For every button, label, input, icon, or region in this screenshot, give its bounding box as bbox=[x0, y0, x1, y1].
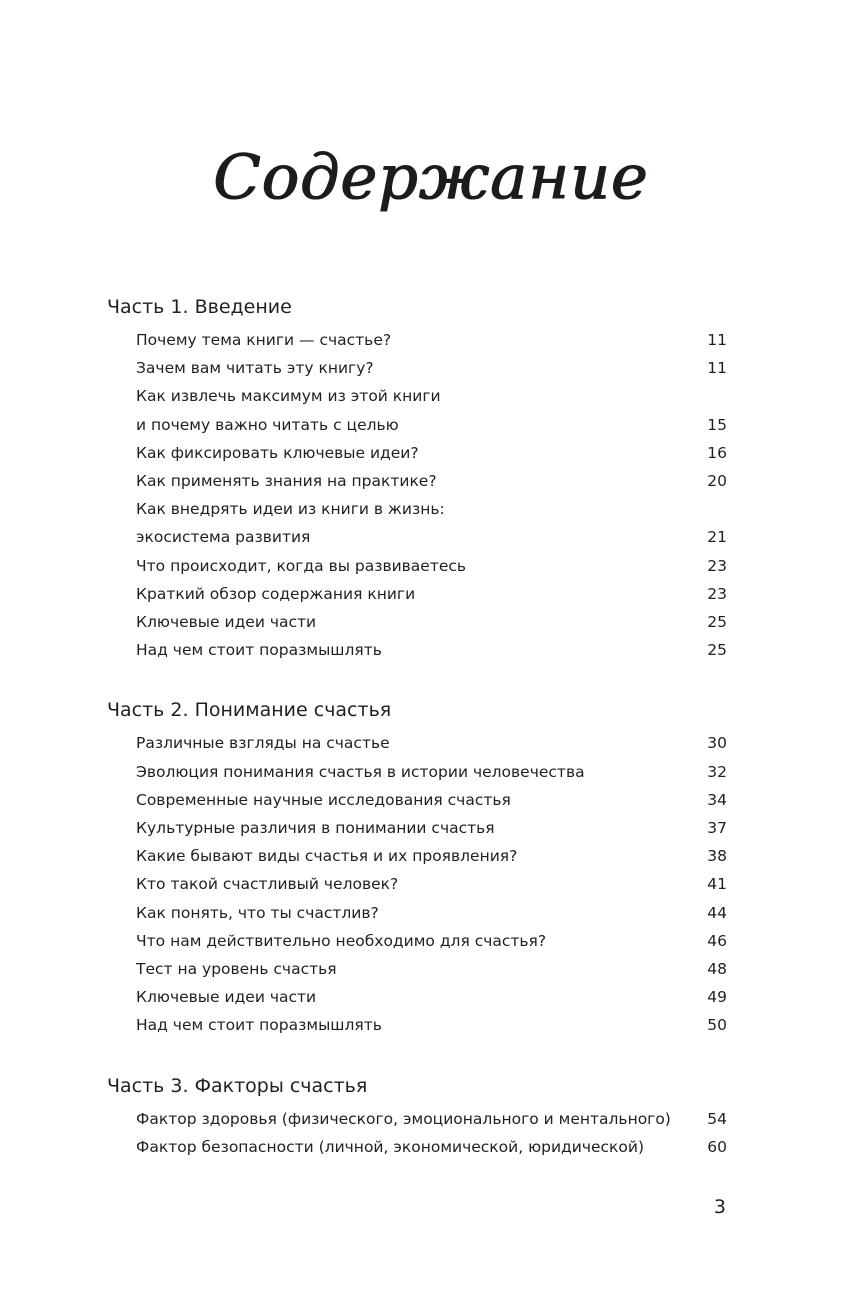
table-of-contents bbox=[107, 293, 727, 1193]
entry-title: Ключевые идеи части bbox=[136, 988, 317, 1007]
toc-entry[interactable] bbox=[107, 439, 727, 467]
toc-entry[interactable] bbox=[107, 1105, 727, 1133]
toc-entry[interactable] bbox=[107, 636, 727, 664]
entry-title: Над чем стоит поразмышлять bbox=[136, 641, 382, 660]
toc-entry[interactable] bbox=[107, 729, 727, 757]
entry-page-number: 37 bbox=[707, 819, 727, 838]
part-heading: Часть 2. Понимание счастья bbox=[107, 699, 392, 722]
entry-page-number: 48 bbox=[707, 960, 727, 979]
entry-title: Кто такой счастливый человек? bbox=[136, 875, 399, 894]
page-title: Содержание bbox=[213, 140, 649, 213]
entry-title: Ключевые идеи части bbox=[136, 613, 317, 632]
entry-title: Фактор здоровья (физического, эмоционального и ментального) bbox=[136, 1109, 671, 1128]
toc-entry[interactable] bbox=[107, 842, 727, 870]
entry-page-number: 41 bbox=[707, 875, 727, 894]
entry-title: Фактор безопасности (личной, экономической, юридической) bbox=[136, 1137, 645, 1156]
toc-entry[interactable] bbox=[107, 983, 727, 1011]
entry-title: Культурные различия в понимании счастья bbox=[136, 819, 495, 838]
toc-entry[interactable] bbox=[107, 580, 727, 608]
toc-entry[interactable] bbox=[107, 758, 727, 786]
entry-title: Что происходит, когда вы развиваетесь bbox=[136, 556, 467, 575]
toc-entry[interactable] bbox=[107, 1011, 727, 1039]
entry-title: Что нам действительно необходимо для счастья? bbox=[136, 931, 547, 950]
entry-page-number: 50 bbox=[707, 1016, 727, 1035]
toc-entry[interactable] bbox=[107, 382, 727, 438]
toc-part-2 bbox=[107, 696, 727, 1039]
toc-entry[interactable] bbox=[107, 814, 727, 842]
toc-part-3 bbox=[107, 1072, 727, 1161]
entry-title: Какие бывают виды счастья и их проявления? bbox=[136, 847, 518, 866]
entry-page-number: 46 bbox=[707, 931, 727, 950]
entry-title: Краткий обзор содержания книги bbox=[136, 584, 416, 603]
entry-page-number: 11 bbox=[707, 359, 727, 378]
entry-page-number: 54 bbox=[707, 1109, 727, 1128]
entry-page-number: 23 bbox=[707, 556, 727, 575]
entry-page-number: 20 bbox=[707, 472, 727, 491]
entry-page-number: 30 bbox=[707, 734, 727, 753]
toc-entry[interactable] bbox=[107, 354, 727, 382]
entry-page-number: 25 bbox=[707, 641, 727, 660]
toc-entry[interactable] bbox=[107, 467, 727, 495]
entry-title: Тест на уровень счастья bbox=[136, 960, 337, 979]
toc-entry[interactable] bbox=[107, 899, 727, 927]
entry-title: Над чем стоит поразмышлять bbox=[136, 1016, 382, 1035]
entry-page-number: 23 bbox=[707, 584, 727, 603]
entry-title: Как фиксировать ключевые идеи? bbox=[136, 443, 419, 462]
entry-page-number: 11 bbox=[707, 331, 727, 349]
part-heading: Часть 1. Введение bbox=[107, 296, 292, 318]
entry-title: Как понять, что ты счастлив? bbox=[136, 903, 379, 922]
toc-entry[interactable] bbox=[107, 870, 727, 898]
entry-title: Современные научные исследования счастья bbox=[136, 790, 511, 809]
entry-page-number: 49 bbox=[707, 988, 727, 1007]
entry-page-number: 34 bbox=[707, 790, 727, 809]
entry-page-number: 21 bbox=[707, 528, 727, 547]
entry-page-number: 25 bbox=[707, 613, 727, 632]
entry-page-number: 16 bbox=[707, 443, 727, 462]
toc-entry[interactable] bbox=[107, 608, 727, 636]
toc-entry[interactable] bbox=[107, 927, 727, 955]
toc-entry[interactable] bbox=[107, 495, 727, 551]
toc-entry[interactable] bbox=[107, 552, 727, 580]
toc-entry[interactable] bbox=[107, 1133, 727, 1161]
entry-page-number: 38 bbox=[707, 847, 727, 866]
entry-page-number: 44 bbox=[707, 903, 727, 922]
entry-page-number: 60 bbox=[707, 1137, 727, 1156]
entry-title: Различные взгляды на счастье bbox=[136, 734, 390, 753]
page-number: 3 bbox=[713, 1196, 726, 1218]
entry-title: Как извлечь максимум из этой книги и почему важно читать с целью bbox=[136, 387, 441, 434]
entry-title: Зачем вам читать эту книгу? bbox=[136, 359, 374, 378]
toc-entry[interactable] bbox=[107, 955, 727, 983]
toc-part-1 bbox=[107, 293, 727, 664]
toc-entry[interactable] bbox=[107, 326, 727, 354]
entry-title: Эволюция понимания счастья в истории человечества bbox=[136, 762, 585, 781]
part-heading: Часть 3. Факторы счастья bbox=[107, 1074, 368, 1097]
entry-page-number: 32 bbox=[707, 762, 727, 781]
entry-title: Почему тема книги — счастье? bbox=[136, 331, 392, 349]
toc-entry[interactable] bbox=[107, 786, 727, 814]
entry-page-number: 15 bbox=[707, 415, 727, 434]
entry-title: Как применять знания на практике? bbox=[136, 472, 437, 491]
entry-title: Как внедрять идеи из книги в жизнь: экосистема развития bbox=[136, 500, 445, 547]
